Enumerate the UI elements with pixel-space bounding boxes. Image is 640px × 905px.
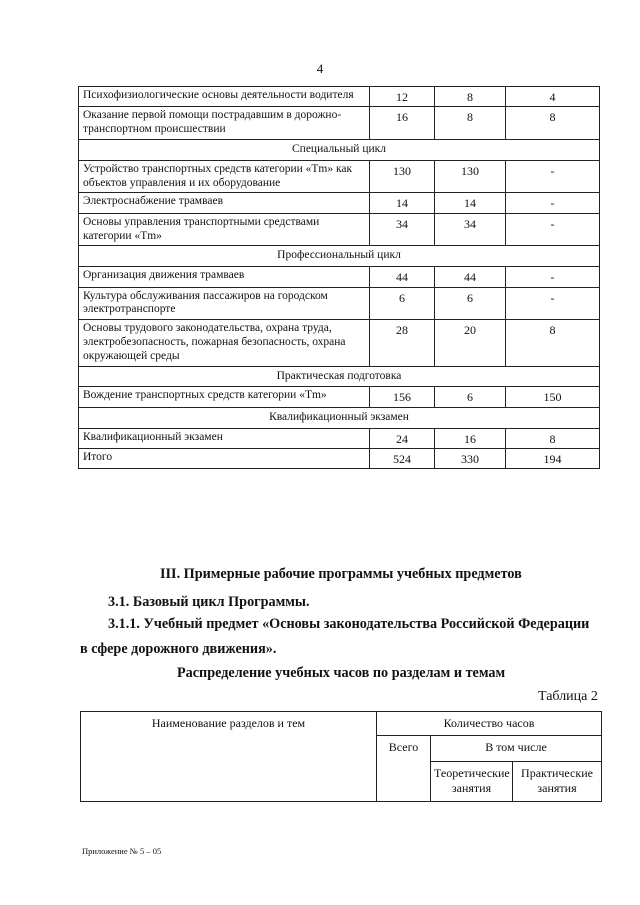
- section-row: [79, 407, 600, 428]
- section-title: Профессиональный цикл: [79, 246, 600, 267]
- hours-practice: 8: [506, 320, 600, 366]
- col-hours-header: Количество часов: [377, 712, 602, 736]
- subject-name: Основы управления транспортными средствами категории «Tm»: [79, 213, 370, 246]
- hours-practice: -: [506, 193, 600, 213]
- hours-theory: 16: [435, 428, 506, 448]
- distribution-heading: Распределение учебных часов по разделам и темам: [177, 665, 506, 681]
- subject-name: Культура обслуживания пассажиров на городском электротранспорте: [79, 287, 370, 320]
- hours-theory: 6: [435, 287, 506, 320]
- hours-practice: 8: [506, 428, 600, 448]
- section-row: [79, 139, 600, 160]
- subject-name: Вождение транспортных средств категории «Tm»: [79, 387, 370, 407]
- hours-practice: -: [506, 267, 600, 287]
- topics-table-header: [80, 711, 602, 802]
- subject-name: Квалификационный экзамен: [79, 428, 370, 448]
- hours-practice: 150: [506, 387, 600, 407]
- hours-table: [78, 86, 600, 469]
- subject-name: Психофизиологические основы деятельности водителя: [79, 87, 370, 107]
- hours-theory: 130: [435, 160, 506, 193]
- footer-note: Приложение № 5 – 05: [82, 846, 162, 856]
- table-row: [79, 287, 600, 320]
- hours-theory: 8: [435, 107, 506, 140]
- hours-total: 524: [370, 448, 435, 468]
- hours-theory: 44: [435, 267, 506, 287]
- table-row: [79, 160, 600, 193]
- hours-total: 16: [370, 107, 435, 140]
- table-row: [79, 448, 600, 468]
- table-row: [79, 193, 600, 213]
- hours-total: 14: [370, 193, 435, 213]
- subject-name: Основы трудового законодательства, охрана труда, электробезопасность, пожарная безопасность, охрана окружающей среды: [79, 320, 370, 366]
- hours-total: 130: [370, 160, 435, 193]
- table-label: Таблица 2: [538, 689, 598, 704]
- col-total-header: Всего: [377, 736, 431, 802]
- col-name-header: Наименование разделов и тем: [81, 712, 377, 802]
- hours-theory: 330: [435, 448, 506, 468]
- section-title: Специальный цикл: [79, 139, 600, 160]
- hours-total: 28: [370, 320, 435, 366]
- table-row: [79, 267, 600, 287]
- section-heading: III. Примерные рабочие программы учебных предметов: [160, 566, 522, 582]
- subject-heading-line2: в сфере дорожного движения».: [80, 641, 277, 657]
- subject-name: Электроснабжение трамваев: [79, 193, 370, 213]
- hours-total: 24: [370, 428, 435, 448]
- hours-total: 156: [370, 387, 435, 407]
- table-row: [79, 213, 600, 246]
- col-practice-header: Практические занятия: [513, 762, 602, 802]
- subject-heading-line1: 3.1.1. Учебный предмет «Основы законодательства Российской Федерации: [108, 616, 590, 632]
- hours-theory: 14: [435, 193, 506, 213]
- hours-practice: -: [506, 160, 600, 193]
- table-row: [79, 107, 600, 140]
- hours-practice: 8: [506, 107, 600, 140]
- subject-name: Устройство транспортных средств категории «Tm» как объектов управления и их оборудование: [79, 160, 370, 193]
- subject-name: Итого: [79, 448, 370, 468]
- col-including-header: В том числе: [431, 736, 602, 762]
- section-row: [79, 246, 600, 267]
- subject-name: Оказание первой помощи пострадавшим в дорожно-транспортном происшествии: [79, 107, 370, 140]
- col-theory-header: Теоретические занятия: [431, 762, 513, 802]
- hours-theory: 34: [435, 213, 506, 246]
- section-title: Практическая подготовка: [79, 366, 600, 387]
- hours-theory: 8: [435, 87, 506, 107]
- hours-theory: 6: [435, 387, 506, 407]
- table-row: [79, 428, 600, 448]
- hours-practice: 194: [506, 448, 600, 468]
- hours-theory: 20: [435, 320, 506, 366]
- subsection-heading: 3.1. Базовый цикл Программы.: [108, 594, 310, 610]
- hours-total: 44: [370, 267, 435, 287]
- hours-practice: -: [506, 213, 600, 246]
- hours-practice: 4: [506, 87, 600, 107]
- page-number: 4: [316, 61, 324, 76]
- hours-total: 34: [370, 213, 435, 246]
- table-row: [79, 387, 600, 407]
- section-row: [79, 366, 600, 387]
- hours-practice: -: [506, 287, 600, 320]
- hours-total: 6: [370, 287, 435, 320]
- section-title: Квалификационный экзамен: [79, 407, 600, 428]
- subject-name: Организация движения трамваев: [79, 267, 370, 287]
- table-row: [79, 320, 600, 366]
- table-row: [79, 87, 600, 107]
- hours-total: 12: [370, 87, 435, 107]
